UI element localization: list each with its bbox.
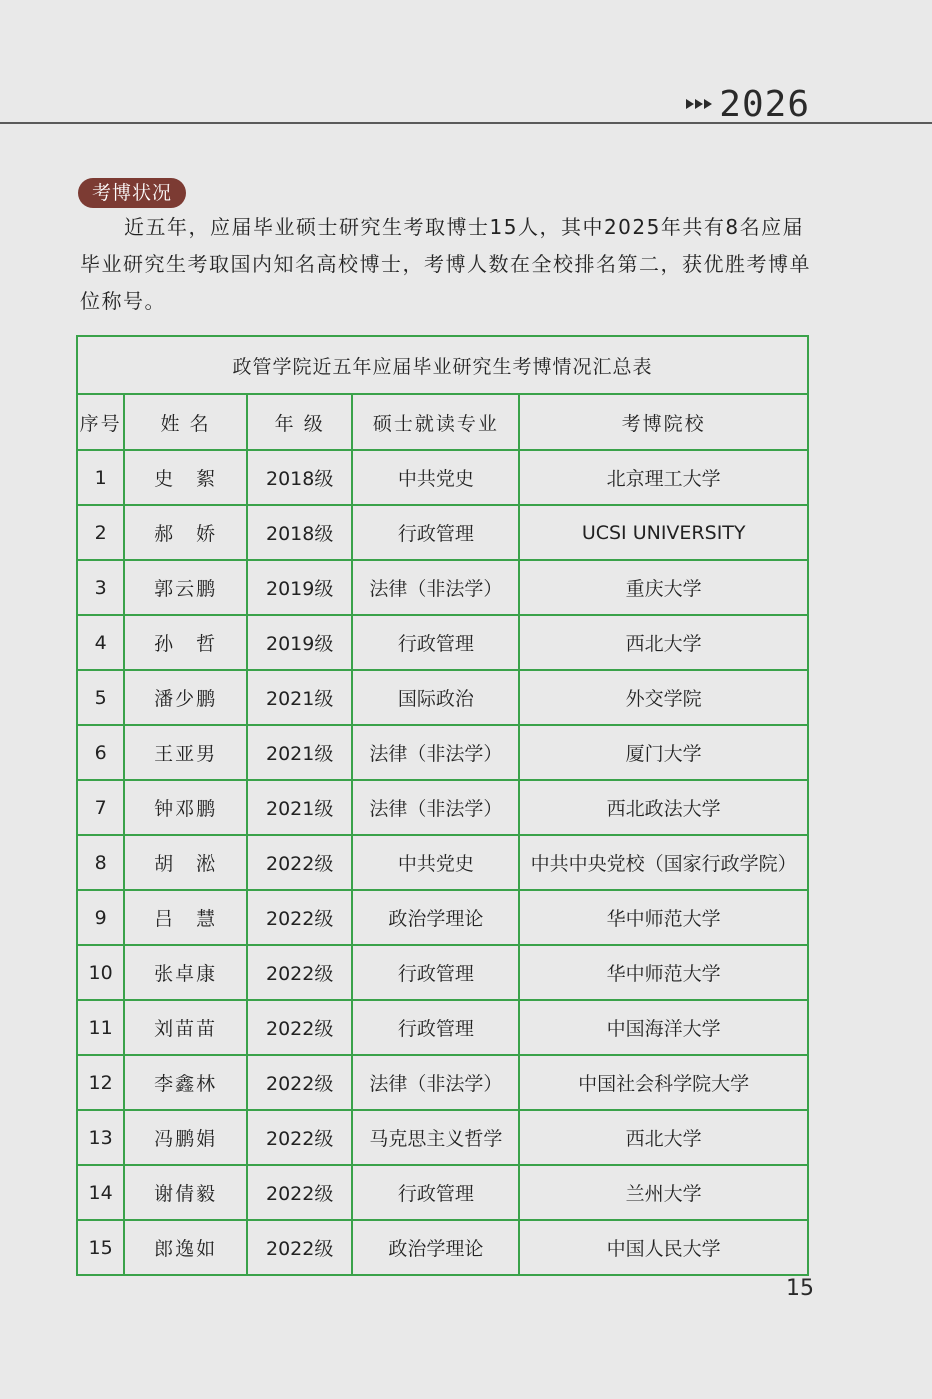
table-row	[77, 450, 808, 505]
cell-major: 政治学理论	[352, 1220, 519, 1275]
table-row	[77, 725, 808, 780]
table-row	[77, 890, 808, 945]
table-row	[77, 505, 808, 560]
table-row	[77, 1055, 808, 1110]
cell-name: 刘苗苗	[124, 1000, 247, 1055]
table-row	[77, 1220, 808, 1275]
cell-school: 厦门大学	[519, 725, 808, 780]
cell-seq: 9	[77, 890, 124, 945]
cell-grade: 2018级	[247, 505, 353, 560]
cell-name: 郝 娇	[124, 505, 247, 560]
cell-school: 中国社会科学院大学	[519, 1055, 808, 1110]
table-row	[77, 1000, 808, 1055]
table-row	[77, 835, 808, 890]
cell-name: 吕 慧	[124, 890, 247, 945]
column-header-school: 考博院校	[519, 394, 808, 450]
table-header-row	[77, 394, 808, 450]
cell-seq: 8	[77, 835, 124, 890]
cell-seq: 15	[77, 1220, 124, 1275]
cell-name: 张卓康	[124, 945, 247, 1000]
cell-school: 兰州大学	[519, 1165, 808, 1220]
cell-name: 冯鹏娟	[124, 1110, 247, 1165]
cell-grade: 2022级	[247, 945, 353, 1000]
table-row	[77, 780, 808, 835]
page-number: 15	[786, 1276, 814, 1301]
column-header-major: 硕士就读专业	[352, 394, 519, 450]
cell-grade: 2022级	[247, 1165, 353, 1220]
cell-school: 西北大学	[519, 1110, 808, 1165]
cell-grade: 2018级	[247, 450, 353, 505]
cell-major: 行政管理	[352, 1000, 519, 1055]
cell-grade: 2022级	[247, 1220, 353, 1275]
cell-school: 中共中央党校（国家行政学院）	[519, 835, 808, 890]
cell-name: 孙 哲	[124, 615, 247, 670]
cell-grade: 2021级	[247, 725, 353, 780]
table-title-row	[77, 336, 808, 394]
cell-seq: 2	[77, 505, 124, 560]
cell-seq: 14	[77, 1165, 124, 1220]
cell-name: 胡 淞	[124, 835, 247, 890]
cell-major: 法律（非法学）	[352, 560, 519, 615]
table-row	[77, 670, 808, 725]
cell-seq: 11	[77, 1000, 124, 1055]
cell-name: 郎逸如	[124, 1220, 247, 1275]
cell-school: 中国海洋大学	[519, 1000, 808, 1055]
cell-seq: 4	[77, 615, 124, 670]
cell-name: 钟邓鹏	[124, 780, 247, 835]
header-year-block	[686, 84, 810, 124]
cell-school: 华中师范大学	[519, 890, 808, 945]
table-row	[77, 945, 808, 1000]
cell-major: 行政管理	[352, 505, 519, 560]
table-title: 政管学院近五年应届毕业研究生考博情况汇总表	[77, 336, 808, 394]
cell-seq: 5	[77, 670, 124, 725]
section-badge: 考博状况	[78, 178, 186, 208]
cell-school: 中国人民大学	[519, 1220, 808, 1275]
cell-grade: 2021级	[247, 780, 353, 835]
cell-name: 谢倩毅	[124, 1165, 247, 1220]
cell-school: UCSI UNIVERSITY	[519, 505, 808, 560]
cell-major: 行政管理	[352, 1165, 519, 1220]
cell-school: 重庆大学	[519, 560, 808, 615]
cell-seq: 12	[77, 1055, 124, 1110]
cell-seq: 7	[77, 780, 124, 835]
cell-seq: 1	[77, 450, 124, 505]
cell-school: 西北大学	[519, 615, 808, 670]
cell-grade: 2022级	[247, 835, 353, 890]
cell-school: 北京理工大学	[519, 450, 808, 505]
cell-major: 法律（非法学）	[352, 780, 519, 835]
cell-grade: 2022级	[247, 1055, 353, 1110]
cell-seq: 3	[77, 560, 124, 615]
header-year: 2026	[719, 83, 810, 125]
cell-name: 王亚男	[124, 725, 247, 780]
cell-name: 潘少鹏	[124, 670, 247, 725]
cell-grade: 2022级	[247, 1000, 353, 1055]
cell-grade: 2021级	[247, 670, 353, 725]
cell-major: 马克思主义哲学	[352, 1110, 519, 1165]
table-row	[77, 560, 808, 615]
cell-seq: 13	[77, 1110, 124, 1165]
cell-grade: 2022级	[247, 1110, 353, 1165]
cell-school: 华中师范大学	[519, 945, 808, 1000]
column-header-seq: 序号	[77, 394, 124, 450]
cell-school: 西北政法大学	[519, 780, 808, 835]
cell-grade: 2019级	[247, 560, 353, 615]
cell-name: 李鑫林	[124, 1055, 247, 1110]
cell-seq: 6	[77, 725, 124, 780]
cell-major: 行政管理	[352, 945, 519, 1000]
cell-major: 法律（非法学）	[352, 725, 519, 780]
column-header-name: 姓 名	[124, 394, 247, 450]
column-header-grade: 年 级	[247, 394, 353, 450]
cell-major: 政治学理论	[352, 890, 519, 945]
cell-major: 中共党史	[352, 835, 519, 890]
cell-seq: 10	[77, 945, 124, 1000]
table-row	[77, 615, 808, 670]
cell-grade: 2022级	[247, 890, 353, 945]
summary-table	[76, 335, 809, 1276]
cell-major: 行政管理	[352, 615, 519, 670]
table-row	[77, 1165, 808, 1220]
cell-grade: 2019级	[247, 615, 353, 670]
cell-major: 中共党史	[352, 450, 519, 505]
cell-name: 史 絮	[124, 450, 247, 505]
intro-paragraph: 近五年，应届毕业硕士研究生考取博士15人，其中2025年共有8名应届毕业研究生考取国内知名高校博士，考博人数在全校排名第二，获优胜考博单位称号。	[80, 215, 811, 313]
cell-school: 外交学院	[519, 670, 808, 725]
cell-major: 国际政治	[352, 670, 519, 725]
cell-name: 郭云鹏	[124, 560, 247, 615]
cell-major: 法律（非法学）	[352, 1055, 519, 1110]
triple-arrow-icon	[686, 99, 713, 109]
table-row	[77, 1110, 808, 1165]
